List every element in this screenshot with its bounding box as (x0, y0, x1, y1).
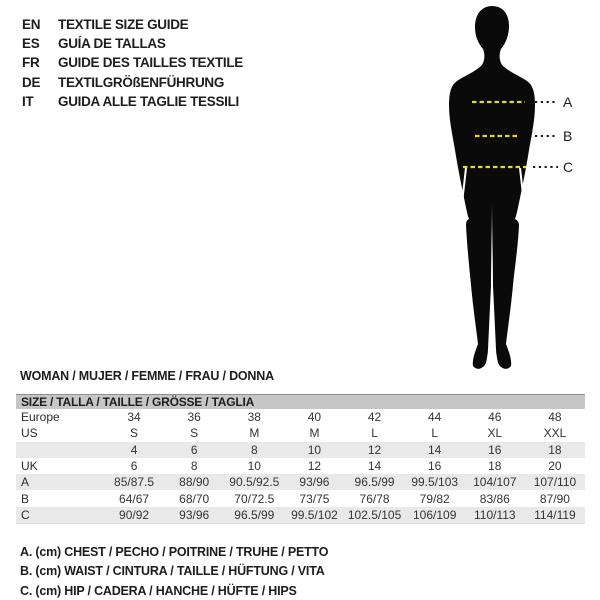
table-row (16, 425, 585, 441)
size-cell: M (249, 426, 260, 441)
legend-line: C. (cm) HIP / CADERA / HANCHE / HÜFTE / HIPS (20, 583, 297, 598)
size-table-header: SIZE / TALLA / TAILLE / GRÖSSE / TAGLIA (16, 395, 585, 409)
row-label: US (21, 426, 38, 441)
size-cell: 76/78 (359, 491, 390, 506)
marker-label-a: A (563, 94, 573, 110)
size-table (16, 394, 585, 524)
size-cell: 96.5/99 (234, 507, 275, 522)
size-cell: 36 (187, 410, 201, 425)
size-cell: 70/72.5 (234, 491, 275, 506)
size-cell: 73/75 (299, 491, 330, 506)
table-row (16, 409, 585, 425)
language-title: GUIDE DES TAILLES TEXTILE (58, 55, 244, 71)
size-cell: 12 (367, 442, 382, 457)
table-row (16, 474, 585, 490)
row-label: UK (21, 459, 38, 474)
legend-line: A. (cm) CHEST / PECHO / POITRINE / TRUHE / PETTO (20, 545, 329, 559)
size-cell: 96.5/99 (354, 475, 395, 490)
size-cell: 18 (488, 459, 502, 474)
size-cell: 90/92 (119, 507, 150, 522)
language-row (22, 92, 243, 111)
language-row (22, 73, 243, 92)
language-row (22, 53, 243, 72)
size-cell: 6 (190, 442, 198, 457)
size-cell: 8 (190, 459, 198, 474)
size-cell: 14 (428, 442, 442, 457)
language-title: TEXTILE SIZE GUIDE (58, 17, 189, 32)
size-cell: 99.5/102 (291, 507, 338, 522)
size-cell: S (190, 426, 199, 441)
size-cell: XL (487, 426, 503, 441)
marker-label-b: B (563, 128, 573, 144)
size-cell: XXL (543, 426, 567, 441)
row-label: B (21, 491, 30, 506)
size-cell: 20 (548, 459, 562, 474)
size-cell: 68/70 (179, 491, 210, 506)
language-code: DE (22, 74, 41, 90)
language-row (22, 15, 243, 34)
size-cell: 87/90 (539, 491, 570, 506)
size-cell: 79/82 (419, 491, 450, 506)
size-cell: 16 (428, 459, 442, 474)
table-row (16, 490, 585, 506)
size-cell: 34 (127, 410, 141, 425)
measurement-legend (20, 543, 328, 600)
size-cell: 18 (548, 442, 562, 457)
language-code: EN (22, 17, 41, 32)
table-row (16, 507, 585, 523)
language-code: ES (22, 36, 40, 52)
marker-label-c: C (563, 159, 574, 175)
size-cell: 48 (548, 410, 562, 425)
size-cell: 64/67 (119, 491, 150, 506)
size-cell: M (309, 426, 320, 441)
size-cell: 40 (307, 410, 322, 425)
size-cell: 102.5/105 (347, 507, 402, 522)
size-cell: 99.5/103 (411, 475, 459, 490)
size-cell: 107/110 (533, 475, 577, 490)
size-cell: S (130, 426, 139, 441)
size-cell: 38 (247, 410, 261, 425)
language-title: GUIDA ALLE TAGLIE TESSILI (58, 93, 239, 109)
language-title-list (22, 15, 243, 111)
row-label: A (21, 475, 30, 490)
size-cell: 4 (130, 442, 138, 457)
size-cell: 88/90 (179, 475, 210, 490)
language-row (22, 34, 243, 53)
size-cell: 6 (130, 459, 138, 474)
size-cell: 16 (488, 442, 502, 457)
size-cell: 83/86 (479, 491, 510, 506)
table-row (16, 458, 585, 474)
measurement-figure (425, 0, 600, 380)
size-cell: 46 (488, 410, 502, 425)
size-cell: L (371, 426, 378, 441)
language-title: TEXTILGRÖßENFÜHRUNG (58, 74, 225, 90)
language-code: FR (22, 55, 40, 71)
size-cell: 42 (367, 410, 382, 425)
size-cell: 44 (428, 410, 442, 425)
size-cell: 10 (247, 459, 261, 474)
table-row (16, 442, 585, 458)
size-cell: 106/109 (412, 507, 457, 522)
size-table-body (16, 409, 585, 523)
size-cell: 110/113 (474, 507, 516, 522)
size-cell: 14 (367, 459, 382, 474)
language-title: GUÍA DE TALLAS (58, 36, 166, 52)
size-cell: L (431, 426, 439, 441)
row-label: C (21, 507, 30, 522)
size-cell: 8 (250, 442, 258, 457)
legend-line: B. (cm) WAIST / CINTURA / TAILLE / HÜFTUNG / VITA (20, 564, 325, 579)
size-cell: 104/107 (473, 475, 517, 490)
language-code: IT (22, 93, 34, 109)
size-cell: 114/119 (534, 507, 576, 522)
size-cell: 12 (307, 459, 322, 474)
row-label: Europe (21, 410, 60, 425)
size-cell: 85/87.5 (114, 475, 155, 490)
section-title: WOMAN / MUJER / FEMME / FRAU / DONNA (20, 369, 274, 383)
size-cell: 93/96 (299, 475, 330, 490)
size-cell: 10 (307, 442, 322, 457)
size-cell: 90.5/92.5 (229, 475, 280, 490)
size-cell: 93/96 (179, 507, 210, 522)
